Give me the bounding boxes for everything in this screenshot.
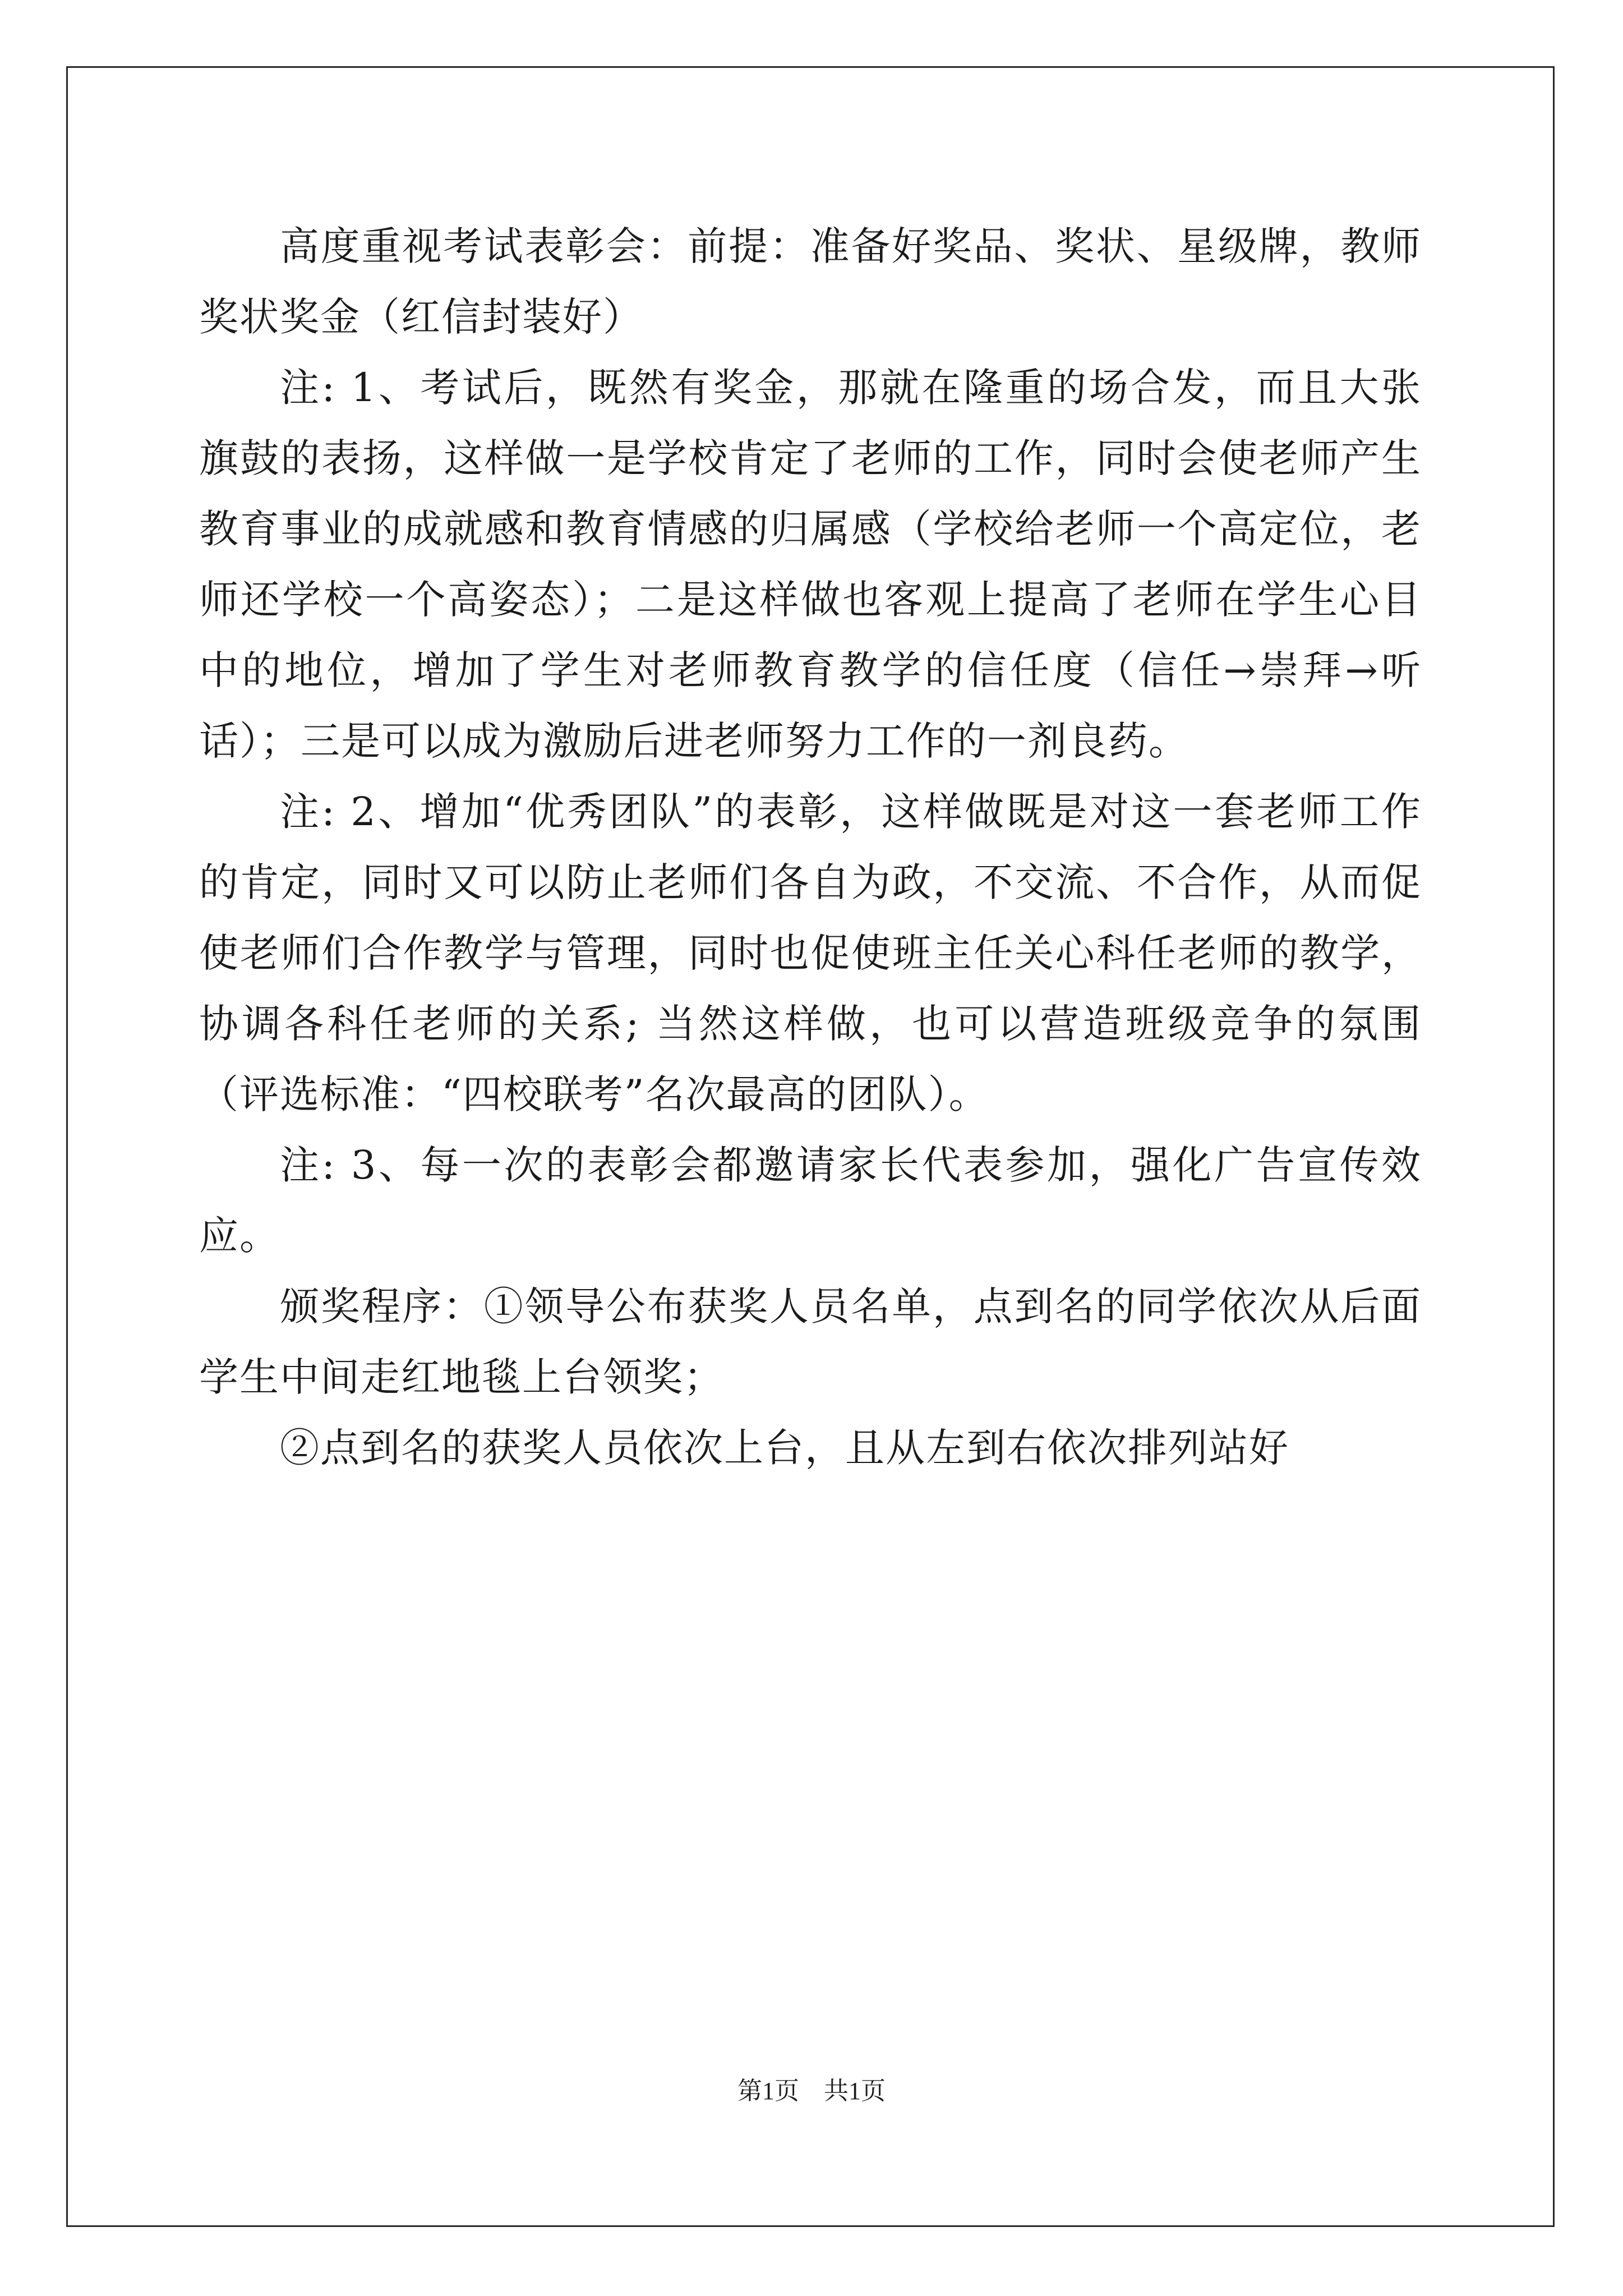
paragraph-note-3: 注: 3、每一次的表彰会都邀请家长代表参加，强化广告宣传效应。	[199, 1142, 1422, 1259]
page-footer	[0, 2074, 1623, 2108]
paragraph-award-procedure: 颁奖程序：①领导公布获奖人员名单，点到名的同学依次从后面学生中间走红地毯上台领奖；	[199, 1283, 1422, 1400]
paragraph-award-step-2: ②点到名的获奖人员依次上台，且从左到右依次排列站好	[280, 1425, 1289, 1471]
paragraph-intro: 高度重视考试表彰会：前提：准备好奖品、奖状、星级牌，教师奖状奖金（红信封装好）	[199, 223, 1422, 340]
paragraph-note-2: 注: 2、增加“优秀团队”的表彰，这样做既是对这一套老师工作的肯定，同时又可以防止老师们各自为政，不交流、不合作，从而促使老师们合作教学与管理，同时也促使班主任关心科任老师的教学，协调各科任老师的关系; 当然这样做，也可以营造班级竞争的氛围（评选标准：“四校联考”名次最高的团队）。	[199, 789, 1422, 1117]
document-body	[199, 211, 1422, 1483]
paragraph-note-1: 注: 1、考试后，既然有奖金，那就在隆重的场合发，而且大张旗鼓的表扬，这样做一是学校肯定了老师的工作，同时会使老师产生教育事业的成就感和教育情感的归属感（学校给老师一个高定位，老师还学校一个高姿态）；二是这样做也客观上提高了老师在学生心目中的地位，增加了学生对老师教育教学的信任度（信任→崇拜→听话）；三是可以成为激励后进老师努力工作的一剂良药。	[199, 365, 1422, 764]
page-number: 第1页 共1页	[737, 2077, 886, 2105]
